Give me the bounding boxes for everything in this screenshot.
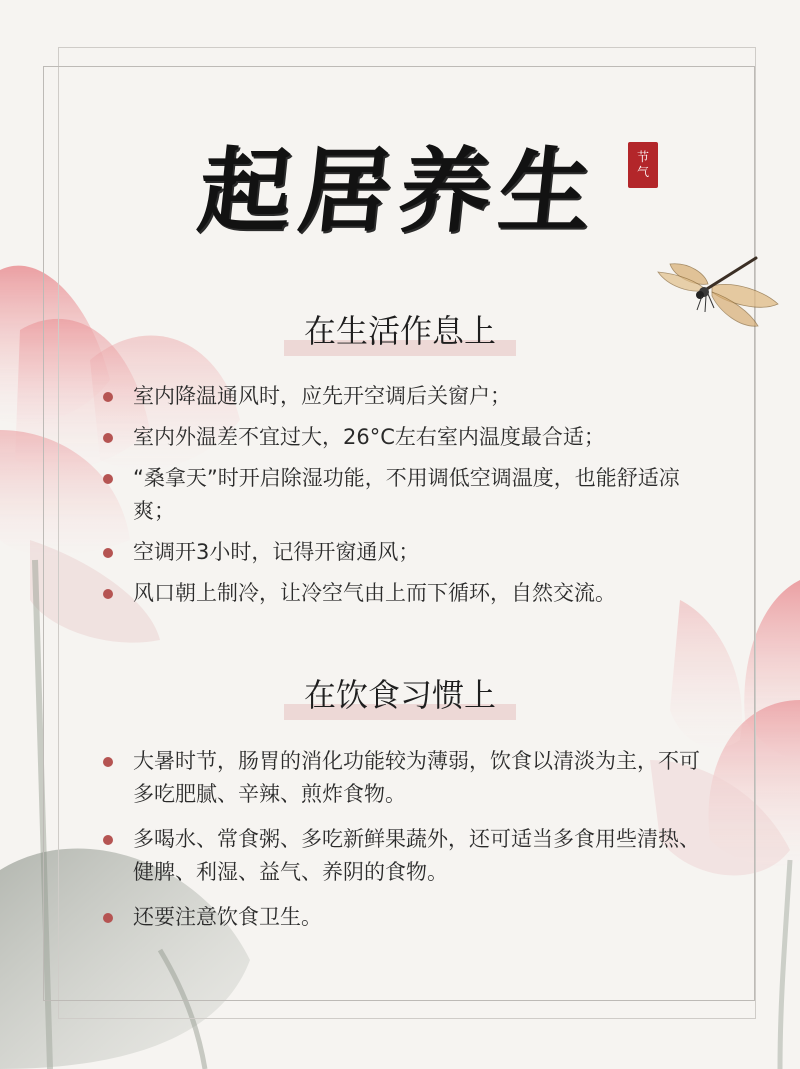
seal-char-1: 节 [636, 150, 649, 164]
list-item-text: 室内外温差不宜过大，26°C左右室内温度最合适； [133, 425, 605, 449]
list-item [103, 462, 703, 528]
seal-char-2: 气 [636, 165, 649, 179]
diet-list [103, 745, 703, 934]
section-heading-lifestyle [0, 306, 800, 352]
list-item-text: 室内降温通风时，应先开空调后关窗户； [133, 384, 511, 408]
list-item-text: 大暑时节，肠胃的消化功能较为薄弱，饮食以清淡为主，不可多吃肥腻、辛辣、煎炸食物。 [133, 749, 700, 806]
list-item [103, 577, 703, 610]
list-item-text: “桑拿天”时开启除湿功能，不用调低空调温度，也能舒适凉爽； [133, 466, 680, 523]
bullet-dot [103, 835, 113, 845]
bullet-dot [103, 913, 113, 923]
bullet-dot [103, 548, 113, 558]
bullet-dot [103, 433, 113, 443]
list-item [103, 745, 703, 811]
list-item [103, 536, 703, 569]
list-item [103, 380, 703, 413]
bullet-dot [103, 757, 113, 767]
bullet-dot [103, 392, 113, 402]
list-item-text: 还要注意饮食卫生。 [133, 905, 322, 929]
page-title: 起居养生 [193, 137, 605, 245]
list-item-text: 风口朝上制冷，让冷空气由上而下循环，自然交流。 [133, 581, 616, 605]
list-item [103, 421, 703, 454]
list-item-text: 多喝水、常食粥、多吃新鲜果蔬外，还可适当多食用些清热、健脾、利湿、益气、养阴的食物。 [133, 827, 700, 884]
bullet-dot [103, 589, 113, 599]
list-item [103, 823, 703, 889]
list-item-text: 空调开3小时，记得开窗通风； [133, 540, 420, 564]
bullet-dot [103, 474, 113, 484]
list-item [103, 901, 703, 934]
section-heading-text: 在生活作息上 [294, 306, 506, 352]
section-heading-text: 在饮食习惯上 [294, 670, 506, 716]
red-seal-stamp [628, 142, 658, 188]
lifestyle-list [103, 380, 703, 610]
section-heading-diet [0, 670, 800, 716]
